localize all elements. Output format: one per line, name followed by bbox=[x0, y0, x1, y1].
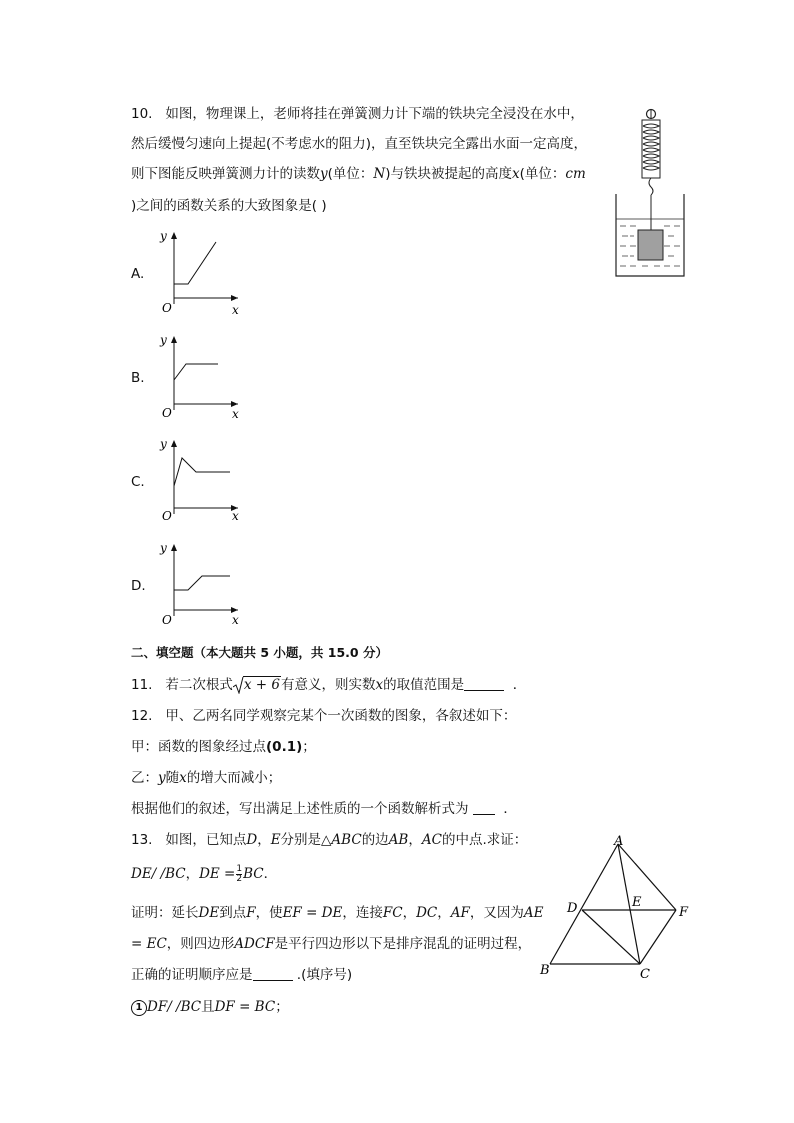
sqrt-expression bbox=[233, 675, 281, 695]
q13-text-1a: 如图，已知点 bbox=[165, 832, 247, 848]
fig-label-a: A bbox=[614, 834, 624, 849]
q12-number: 12. bbox=[131, 708, 153, 724]
proof-ae: AE bbox=[523, 905, 544, 921]
proof-de: DE bbox=[198, 905, 220, 921]
q13-proof-line3 bbox=[131, 965, 352, 985]
triangle-parallelogram-figure bbox=[536, 832, 702, 982]
q13-number: 13. bbox=[131, 832, 153, 848]
q13-point-e: E bbox=[270, 832, 281, 848]
q10-text-line3c: )与铁块被提起的高度 bbox=[385, 166, 513, 182]
proof-text-3a: 正确的证明顺序应是 bbox=[131, 967, 253, 983]
q13-side-ac: AC bbox=[421, 832, 442, 848]
q13-point-d: D bbox=[246, 832, 258, 848]
q13-comma-3: ， bbox=[185, 866, 200, 882]
proof-dc: DC bbox=[416, 905, 438, 921]
proof-ef-eq: EF = DE bbox=[282, 905, 343, 921]
proof-text-m: ，又因为 bbox=[469, 905, 524, 921]
proof-comma-1: ， bbox=[402, 905, 417, 921]
proof-text-c: 到点 bbox=[219, 905, 247, 921]
q13-proof-line1 bbox=[131, 903, 543, 923]
q13-bc: BC bbox=[243, 866, 264, 882]
option-d-label[interactable]: D. bbox=[131, 578, 146, 594]
q10-var-x: x bbox=[512, 166, 520, 182]
q11-number: 11. bbox=[131, 677, 153, 693]
proof-text-g: ，连接 bbox=[342, 905, 383, 921]
q10-number: 10. bbox=[131, 106, 153, 122]
option-b-origin: O bbox=[162, 406, 172, 420]
option-d-axis-x: x bbox=[232, 613, 239, 627]
q10-text-line4: )之间的函数关系的大致图象是( ) bbox=[131, 198, 327, 214]
proof-af: AF bbox=[450, 905, 470, 921]
q11-line bbox=[131, 675, 526, 695]
proof-text-e: ，使 bbox=[255, 905, 283, 921]
proof-comma-2: ， bbox=[437, 905, 451, 921]
circled-number: 1 bbox=[131, 1000, 147, 1016]
q12-text-line1: 甲、乙两名同学观察完某个一次函数的图象，各叙述如下： bbox=[165, 708, 517, 724]
q12-jia-end: ； bbox=[302, 739, 316, 755]
option-c-axis-x: x bbox=[232, 509, 239, 523]
q12-line3 bbox=[131, 768, 281, 788]
q12-text-line4: 根据他们的叙述，写出满足上述性质的一个函数解析式为 bbox=[131, 801, 469, 817]
q13-de-eq: DE = bbox=[199, 866, 236, 882]
proof-adcf: ADCF bbox=[234, 936, 275, 952]
q10-text-line2: 然后缓慢匀速向上提起(不考虑水的阻力)，直至铁块完全露出水面一定高度， bbox=[131, 136, 588, 152]
fraction-numerator: 1 bbox=[236, 863, 243, 874]
proof-text-3b: .(填序号) bbox=[296, 967, 353, 983]
q13-parallel: DE/ /BC bbox=[131, 866, 186, 882]
proof-ec-eq: = EC bbox=[131, 936, 167, 952]
fig-label-c: C bbox=[640, 967, 650, 982]
q11-end: ． bbox=[512, 677, 527, 693]
fig-label-d: D bbox=[567, 901, 578, 916]
q11-answer-blank[interactable] bbox=[464, 676, 504, 691]
option-d-axis-y: y bbox=[160, 541, 167, 555]
q13-text-1k: 的中点.求证： bbox=[441, 832, 528, 848]
q13-line1 bbox=[131, 830, 527, 850]
q12-end: ． bbox=[503, 801, 517, 817]
q12-yi-a: 乙： bbox=[131, 770, 158, 786]
q13-text-1g: 的边 bbox=[361, 832, 389, 848]
option-b-label[interactable]: B. bbox=[131, 370, 145, 386]
spring-scale-figure bbox=[612, 106, 688, 282]
q13-triangle: △ABC bbox=[321, 832, 362, 848]
option-b-axis-x: x bbox=[232, 407, 239, 421]
q12-yi-b: 随 bbox=[165, 770, 180, 786]
q10-text-line1: 如图，物理课上，老师将挂在弹簧测力计下端的铁块完全浸没在水中， bbox=[165, 106, 584, 122]
q13-answer-blank[interactable] bbox=[253, 966, 293, 981]
proof-text-a: 证明：延长 bbox=[131, 905, 199, 921]
q10-line2 bbox=[131, 134, 587, 154]
q13-proof-line2 bbox=[131, 934, 531, 954]
option-a-graph bbox=[152, 226, 244, 318]
q12-line4 bbox=[131, 799, 517, 819]
q13-period: ． bbox=[263, 866, 278, 882]
option-a-axis-y: y bbox=[160, 229, 167, 243]
q11-text-a: 若二次根式 bbox=[165, 677, 233, 693]
step1-and: 且 bbox=[201, 999, 215, 1015]
q13-step-1 bbox=[131, 997, 289, 1017]
option-c-graph bbox=[152, 434, 244, 526]
fraction-half bbox=[236, 865, 242, 884]
q11-var-x: x bbox=[375, 677, 384, 693]
q10-text-line3d: (单位： bbox=[519, 166, 566, 182]
q12-jia-text: 甲：函数的图象经过点 bbox=[131, 739, 266, 755]
option-a-label[interactable]: A. bbox=[131, 266, 145, 282]
proof-text-2d: 是平行四边形以下是排序混乱的证明过程， bbox=[274, 936, 532, 952]
q12-point: (0.1) bbox=[266, 739, 303, 755]
section-2-heading: 二、填空题（本大题共 5 小题，共 15.0 分） bbox=[131, 645, 388, 660]
proof-f: F bbox=[246, 905, 256, 921]
option-c-origin: O bbox=[162, 509, 172, 523]
q10-line1 bbox=[131, 104, 584, 124]
option-b-axis-y: y bbox=[160, 333, 167, 347]
q10-unit-n: N bbox=[373, 166, 386, 182]
option-d-origin: O bbox=[162, 613, 172, 627]
proof-text-2b: ，则四边形 bbox=[166, 936, 235, 952]
proof-fc: FC bbox=[382, 905, 403, 921]
step1-parallel: DF/ /BC bbox=[147, 999, 202, 1015]
step1-df-eq: DF = BC bbox=[214, 999, 276, 1015]
q12-yi-y: y bbox=[158, 770, 166, 786]
sqrt-radicand: x + 6 bbox=[243, 677, 280, 693]
fig-label-b: B bbox=[540, 963, 550, 978]
q13-comma-2: ， bbox=[408, 832, 422, 848]
fraction-denominator: 2 bbox=[236, 873, 243, 884]
q10-text-line3b: (单位： bbox=[327, 166, 374, 182]
sqrt-sign-icon bbox=[233, 676, 244, 694]
fig-label-f: F bbox=[679, 905, 689, 920]
q12-yi-x: x bbox=[179, 770, 187, 786]
q10-text-line3a: 则下图能反映弹簧测力计的读数 bbox=[131, 166, 320, 182]
q10-var-y: y bbox=[320, 166, 328, 182]
q12-line2 bbox=[131, 737, 316, 757]
option-c-axis-y: y bbox=[160, 437, 167, 451]
option-a-axis-x: x bbox=[232, 303, 239, 317]
q13-text-1e: 分别是 bbox=[280, 832, 322, 848]
q11-text-c: 的取值范围是 bbox=[383, 677, 465, 693]
q12-line1 bbox=[131, 706, 516, 726]
q10-line3 bbox=[131, 164, 586, 184]
q12-yi-c: 的增大而减小； bbox=[186, 770, 282, 786]
option-a-origin: O bbox=[162, 301, 172, 315]
step1-end: ； bbox=[275, 999, 289, 1015]
q13-line2 bbox=[131, 864, 277, 884]
option-d-graph bbox=[152, 538, 244, 630]
option-b-graph bbox=[152, 330, 244, 422]
option-c-label[interactable]: C. bbox=[131, 474, 145, 490]
q13-side-ab: AB bbox=[388, 832, 409, 848]
fig-label-e: E bbox=[632, 895, 642, 910]
q11-text-b: 有意义，则实数 bbox=[280, 677, 376, 693]
q13-comma-1: ， bbox=[257, 832, 271, 848]
q10-unit-cm: cm bbox=[565, 166, 586, 182]
q10-line4 bbox=[131, 196, 327, 216]
q12-answer-blank[interactable] bbox=[473, 800, 495, 815]
